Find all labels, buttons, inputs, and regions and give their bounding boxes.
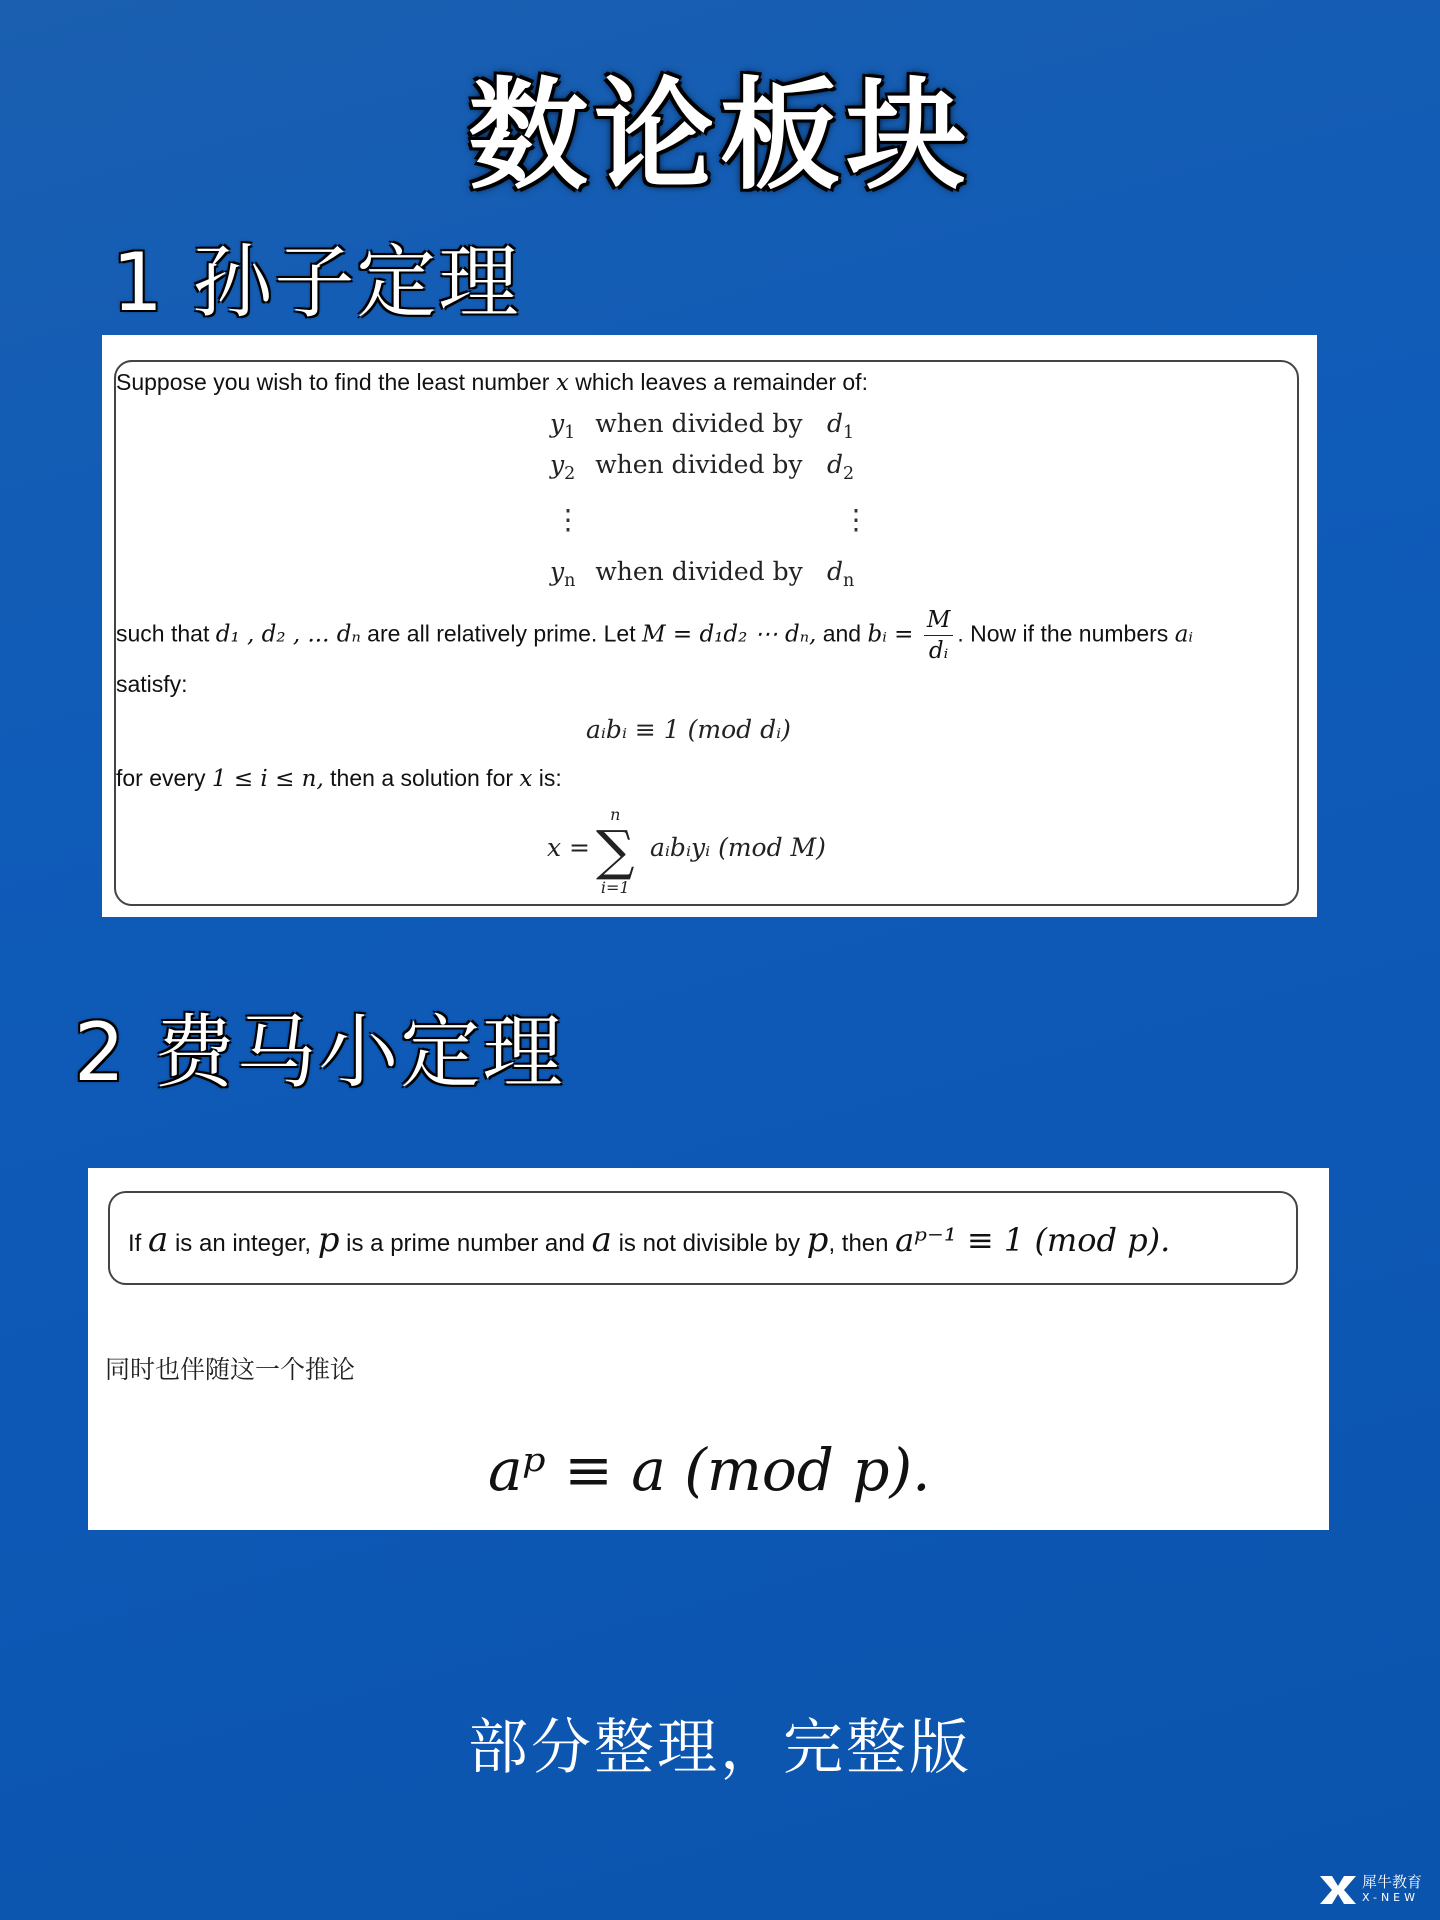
page-title: 数论板块 xyxy=(468,67,972,206)
crt-condition: such that d₁ , d₂ , ... dₙ are all relatively prime. Let M = d₁d₂ ⋯ dₙ, and bᵢ = $\frac{M}{\text{dᵢ}}$ . Now if the numbers aᵢ xyxy=(116,607,1194,664)
crt-intro: Suppose you wish to find the least number x which leaves a remainder of: xyxy=(116,369,868,396)
logo-sub: X-NEW xyxy=(1362,1891,1420,1904)
vdots-right: ⋮ xyxy=(842,503,870,536)
divisor-cell: $d_n$ xyxy=(827,557,855,591)
divisor-cell: $d_1$ xyxy=(827,409,855,443)
corollary-label: 同时也伴随这一个推论 xyxy=(105,1355,356,1384)
divisor-cell: $d_2$ xyxy=(827,450,855,484)
fraction-m-over-d: $\frac{M}{\text{dᵢ}}$ xyxy=(924,605,954,666)
solution-lhs: x = xyxy=(547,833,590,862)
solution-rhs: aᵢbᵢyᵢ (mod M) xyxy=(650,833,826,862)
crt-congruence: aᵢbᵢ ≡ 1 (mod dᵢ) xyxy=(586,715,791,744)
fermat-statement: If a is an integer, p is a prime number and a is not divisible by p, then aᵖ⁻¹ ≡ 1 (mod p). xyxy=(128,1220,1171,1260)
vdots-left: ⋮ xyxy=(554,503,582,536)
summation: n ∑ i=1 xyxy=(596,805,635,897)
section-heading-crt: 1 孙子定理 xyxy=(112,236,521,329)
crt-card xyxy=(102,335,1317,917)
brand-logo xyxy=(1318,1872,1422,1908)
crt-range: for every 1 ≤ i ≤ n, then a solution for x is: xyxy=(116,765,562,792)
x-logo-icon xyxy=(1318,1872,1358,1908)
crt-satisfy: satisfy: xyxy=(116,671,188,697)
remainder-row: $y_1$ when divided by xyxy=(550,409,803,443)
remainder-row: $y_n$ when divided by xyxy=(550,557,803,591)
section-heading-fermat: 2 费马小定理 xyxy=(74,1006,565,1099)
remainder-row: $y_2$ when divided by xyxy=(550,450,803,484)
footer-note: 部分整理，完整版 xyxy=(468,1713,972,1783)
logo-name: 犀牛教育 xyxy=(1362,1873,1423,1891)
fermat-card xyxy=(88,1168,1329,1530)
corollary-formula: aᵖ ≡ a (mod p). xyxy=(488,1436,931,1504)
